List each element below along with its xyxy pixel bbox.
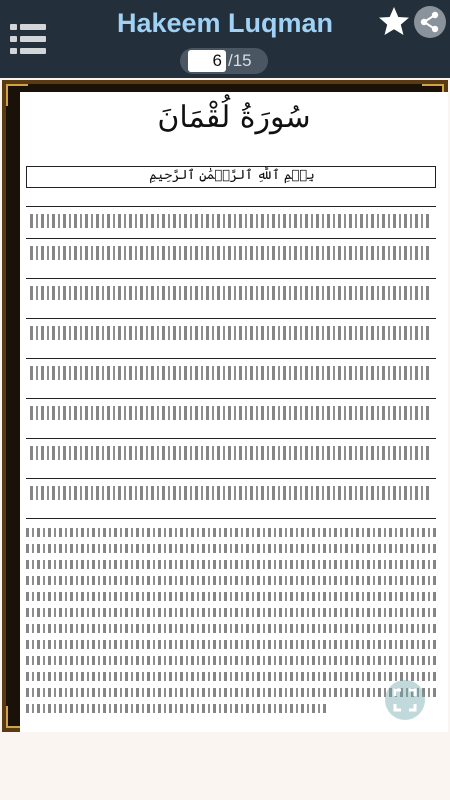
favorite-button[interactable] (376, 4, 412, 40)
fullscreen-button[interactable] (385, 680, 425, 720)
verse-text-scan (30, 486, 430, 500)
rule-line (26, 358, 436, 359)
share-button[interactable] (412, 4, 448, 40)
rule-line (26, 238, 436, 239)
rule-line (26, 478, 436, 479)
surah-heading: سُورَةُ لُقْمَانَ (157, 100, 311, 135)
rule-line (26, 518, 436, 519)
verse-text-scan (30, 406, 430, 420)
share-icon (412, 4, 448, 40)
verse-text-scan (30, 214, 430, 228)
rule-line (26, 278, 436, 279)
verse-lines (26, 166, 436, 576)
bismillah-text: بِسۡمِ ٱللَّهِ ٱلرَّحۡمَٰنِ ٱلرَّحِيمِ (149, 168, 315, 183)
verse-text-scan (30, 326, 430, 340)
verse-text-scan (30, 286, 430, 300)
scripture-page-image (20, 92, 448, 732)
verse-text-scan (30, 366, 430, 380)
page-indicator (180, 48, 268, 74)
rule-line (26, 398, 436, 399)
rule-line (26, 206, 436, 207)
fullscreen-icon (385, 680, 425, 720)
rule-line (26, 438, 436, 439)
rule-line (26, 318, 436, 319)
star-icon (376, 4, 412, 40)
verse-text-scan (30, 446, 430, 460)
verse-text-scan (30, 246, 430, 260)
page-number-input[interactable] (188, 50, 226, 72)
page-frame (2, 80, 448, 732)
app-header (0, 0, 450, 78)
app-title: Hakeem Luqman (116, 8, 334, 38)
page-total: /15 (228, 51, 252, 70)
